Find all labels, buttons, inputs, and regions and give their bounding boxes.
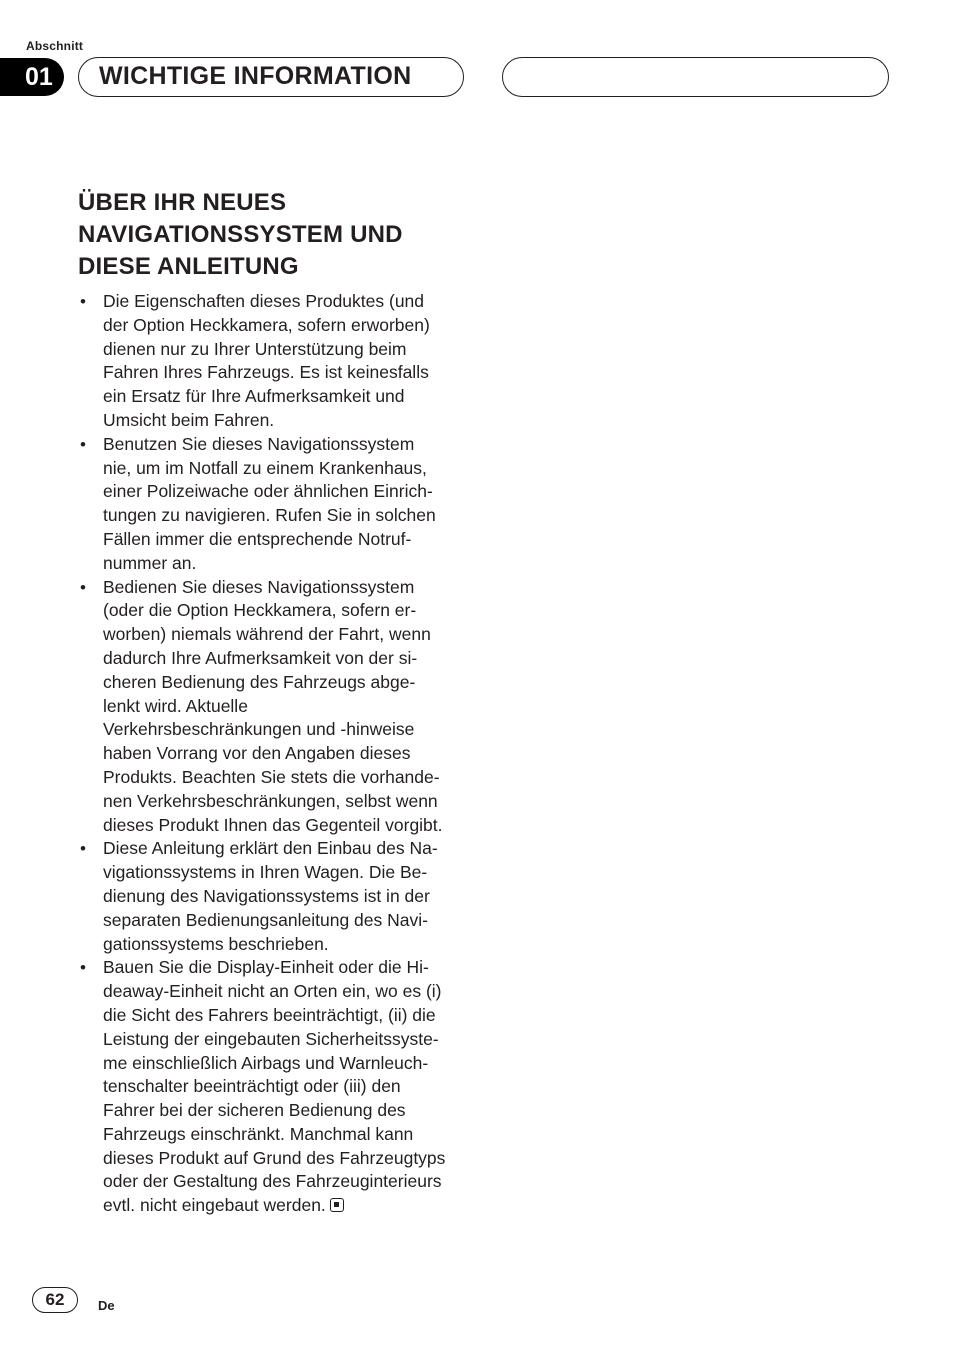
bullet-icon: • <box>80 839 86 859</box>
list-item <box>78 837 470 956</box>
section-label: Abschnitt <box>26 39 84 53</box>
text-line: dadurch Ihre Aufmerksamkeit von der si- <box>103 647 418 668</box>
text-line: nen Verkehrsbeschränkungen, selbst wenn <box>103 790 438 811</box>
text-line: nie, um im Notfall zu einem Krankenhaus, <box>103 457 427 478</box>
text-line: worben) niemals während der Fahrt, wenn <box>103 624 431 645</box>
end-of-section-icon <box>330 1198 344 1212</box>
bullet-icon: • <box>80 958 86 978</box>
text-line: Produkts. Beachten Sie stets die vorhande- <box>103 766 440 787</box>
text-line: Die Eigenschaften dieses Produktes (und <box>103 291 425 311</box>
text-line: dienen nur zu Ihrer Unterstützung beim <box>103 338 407 359</box>
text-line: Bedienen Sie dieses Navigationssystem <box>103 576 415 597</box>
heading-line: ÜBER IHR NEUES <box>78 189 287 216</box>
list-item <box>78 290 470 433</box>
section-title <box>78 57 464 97</box>
list-item <box>78 956 470 1218</box>
list-item <box>78 576 470 838</box>
text-line: haben Vorrang vor den Angaben dieses <box>103 743 411 764</box>
language-code: De <box>98 1298 115 1313</box>
text-line: der Option Heckkamera, sofern erworben) <box>103 314 430 335</box>
text-line: einer Polizeiwache oder ähnlichen Einrich- <box>103 481 433 502</box>
text-line: tenschalter beeinträchtigt oder (iii) den <box>103 1076 401 1097</box>
text-line: Verkehrsbeschränkungen und -hinweise <box>103 719 415 740</box>
heading-line: DIESE ANLEITUNG <box>78 253 299 280</box>
page-number: 62 <box>32 1287 78 1313</box>
list-item <box>78 433 470 576</box>
section-number: 01 <box>0 58 64 96</box>
text-line: Fahrer bei der sicheren Bedienung des <box>103 1100 406 1121</box>
text-line: evtl. nicht eingebaut werden. <box>103 1195 326 1216</box>
text-line: Fahren Ihres Fahrzeugs. Es ist keinesfalls <box>103 362 429 383</box>
heading-line: NAVIGATIONSSYSTEM UND <box>78 221 403 248</box>
text-line-with-end-mark <box>103 1194 470 1218</box>
text-line: me einschließlich Airbags und Warnleuch- <box>103 1052 429 1073</box>
text-line: gationssystems beschrieben. <box>103 933 329 954</box>
text-line: separaten Bedienungsanleitung des Navi- <box>103 909 428 930</box>
bullet-icon: • <box>80 434 86 454</box>
text-line: die Sicht des Fahrers beeinträchtigt, (ii) die <box>103 1004 436 1025</box>
bullet-icon: • <box>80 292 86 311</box>
page-heading <box>78 187 478 283</box>
text-line: dienung des Navigationssystems ist in der <box>103 885 430 906</box>
text-line: Umsicht beim Fahren. <box>103 409 275 430</box>
text-line: tungen zu navigieren. Rufen Sie in solchen <box>103 505 436 526</box>
text-line: Fällen immer die entsprechende Notruf- <box>103 528 412 549</box>
text-line: Fahrzeugs einschränkt. Manchmal kann <box>103 1123 414 1144</box>
text-line: Bauen Sie die Display-Einheit oder die Hi- <box>103 957 429 978</box>
bullet-list <box>78 290 470 1218</box>
text-line: Leistung der eingebauten Sicherheitssyste- <box>103 1028 439 1049</box>
text-line: deaway-Einheit nicht an Orten ein, wo es (i) <box>103 981 442 1002</box>
section-title-text: WICHTIGE INFORMATION <box>99 62 412 90</box>
text-line: vigationssystems in Ihren Wagen. Die Be- <box>103 862 428 883</box>
bullet-icon: • <box>80 577 86 597</box>
text-line: lenkt wird. Aktuelle <box>103 695 248 716</box>
text-line: Benutzen Sie dieses Navigationssystem <box>103 433 415 454</box>
text-line: ein Ersatz für Ihre Aufmerksamkeit und <box>103 386 405 407</box>
text-line: (oder die Option Heckkamera, sofern er- <box>103 600 417 621</box>
right-header-box <box>502 57 889 97</box>
text-line: oder der Gestaltung des Fahrzeuginterieurs <box>103 1171 442 1192</box>
text-line: Diese Anleitung erklärt den Einbau des Na- <box>103 838 438 859</box>
text-line: nummer an. <box>103 552 197 573</box>
text-line: cheren Bedienung des Fahrzeugs abge- <box>103 671 416 692</box>
text-line: dieses Produkt Ihnen das Gegenteil vorgibt. <box>103 814 443 835</box>
text-line: dieses Produkt auf Grund des Fahrzeugtyps <box>103 1147 446 1168</box>
